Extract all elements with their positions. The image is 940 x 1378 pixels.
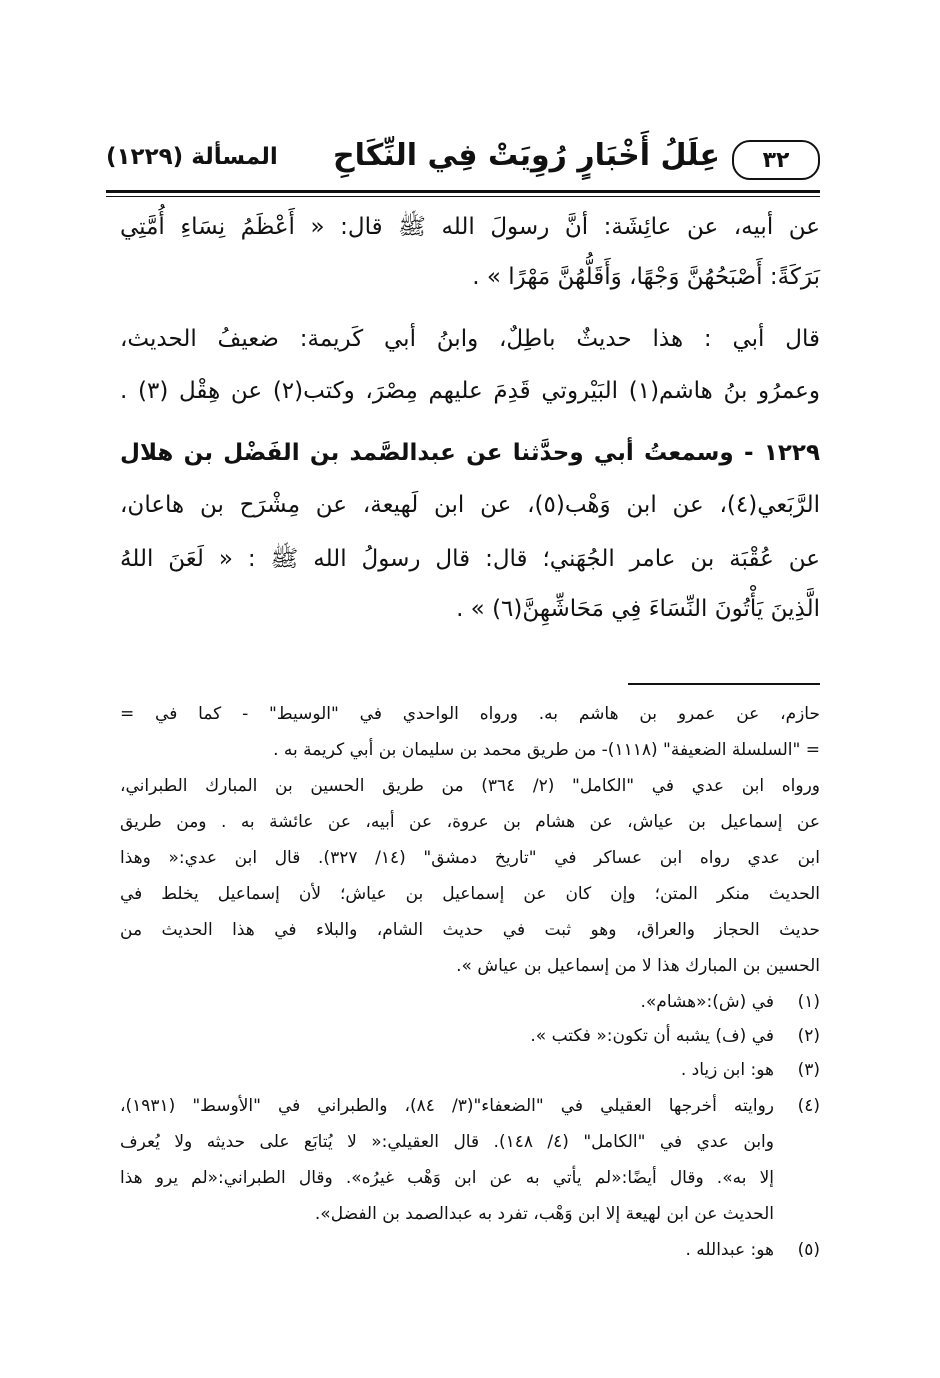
footnote-5-text: هو: عبدالله . bbox=[685, 1240, 774, 1260]
body-line-1: عن أبيه، عن عائِشَة: أنَّ رسولَ الله ﷺ قال: « أَعْظَمُ نِسَاءِ أُمَّتِي bbox=[120, 214, 820, 240]
footnote-divider bbox=[628, 683, 820, 685]
page-header bbox=[106, 136, 820, 188]
footnote-cont-line-7: حديث الحجاز والعراق، وهو ثبت في حديث الشام، والبلاء في هذا الحديث من bbox=[120, 920, 820, 940]
footnote-cont-line-2: = "السلسلة الضعيفة" (١١١٨)- من طريق محمد بن سليمان بن أبي كريمة به . bbox=[273, 740, 820, 760]
body-line-3: قال أبي : هذا حديثٌ باطِلٌ، وابنُ أبي كَريمة: ضعيفُ الحديث، bbox=[120, 326, 820, 352]
body-line-5: ١٢٢٩ - وسمعتُ أبي وحدَّثنا عن عبدالصَّمد بن الفَضْل بن هلال bbox=[120, 440, 820, 466]
footnote-cont-line-1: حازم، عن عمرو بن هاشم به. ورواه الواحدي في "الوسيط" - كما في = bbox=[120, 704, 820, 724]
footnote-cont-line-5: ابن عدي رواه ابن عساكر في "تاريخ دمشق" (١٤/ ٣٢٧). قال ابن عدي:« وهذا bbox=[120, 848, 820, 868]
footnote-cont-line-6: الحديث منكر المتن؛ وإن كان عن إسماعيل بن عياش؛ لأن إسماعيل يخلط في bbox=[120, 884, 820, 904]
issue-label: المسألة (١٢٢٩) bbox=[106, 144, 278, 170]
body-line-6: الرَّبَعي(٤)، عن ابن وَهْب(٥)، عن ابن لَهيعة، عن مِشْرَح بن هاعان، bbox=[120, 492, 820, 518]
footnote-2-number: (٢) bbox=[797, 1026, 820, 1046]
footnote-2-text: في (ف) يشبه أن تكون:« فكتب ». bbox=[530, 1026, 774, 1046]
footnote-cont-line-3: ورواه ابن عدي في "الكامل" (٢/ ٣٦٤) من طريق الحسين بن المبارك الطبراني، bbox=[120, 776, 820, 796]
header-rule-thin bbox=[106, 196, 820, 197]
footnote-4-line-1: روايته أخرجها العقيلي في "الضعفاء"(٣/ ٨٤)، والطبراني في "الأوسط" (١٩٣١)، bbox=[120, 1096, 775, 1116]
footnote-4-line-4: الحديث عن ابن لهيعة إلا ابن وَهْب، تفرد به عبدالصمد بن الفضل». bbox=[314, 1204, 774, 1224]
footnote-4-line-2: وابن عدي في "الكامل" (٤/ ١٤٨). قال العقيلي:« لا يُتابَع على حديثه ولا يُعرف bbox=[120, 1132, 774, 1152]
header-rule-thick bbox=[106, 190, 820, 193]
footnote-1-number: (١) bbox=[797, 992, 820, 1012]
footnote-cont-line-8: الحسين بن المبارك هذا لا من إسماعيل بن عياش ». bbox=[456, 956, 820, 976]
footnote-cont-line-4: عن إسماعيل بن عياش، عن هشام بن عروة، عن أبيه، عن عائشة به . ومن طريق bbox=[120, 812, 820, 832]
body-line-8: الَّذِينَ يَأْتُونَ النِّسَاءَ فِي مَحَاشِّهِنَّ(٦) » . bbox=[456, 596, 820, 622]
body-line-2: بَرَكَةً: أَصْبَحُهُنَّ وَجْهًا، وَأَقَلُّهُنَّ مَهْرًا » . bbox=[472, 264, 820, 290]
footnote-4-line-3: إلا به». وقال أيضًا:«لم يأتي به عن ابن وَهْب غيرُه». وقال الطبراني:«لم يرو هذا bbox=[120, 1168, 774, 1188]
footnote-4-number: (٤) bbox=[797, 1096, 820, 1116]
body-line-4: وعمرُو بنُ هاشم(١) البَيْروتي قَدِمَ عليهم مِصْرَ، وكتب(٢) عن هِقْل (٣) . bbox=[120, 378, 820, 404]
body-line-7: عن عُقْبَة بن عامر الجُهَني؛ قال: قال رسولُ الله ﷺ : « لَعَنَ اللهُ bbox=[120, 546, 820, 572]
footnote-3-number: (٣) bbox=[797, 1060, 820, 1080]
footnote-5-number: (٥) bbox=[797, 1240, 820, 1260]
footnote-3-text: هو: ابن زياد . bbox=[680, 1060, 774, 1080]
page-number-badge: ٣٢ bbox=[732, 140, 820, 180]
footnote-1-text: في (ش):«هشام». bbox=[640, 992, 774, 1012]
running-title: عِلَلُ أَخْبَارٍ رُوِيَتْ فِي النِّكَاحِ bbox=[332, 138, 720, 173]
